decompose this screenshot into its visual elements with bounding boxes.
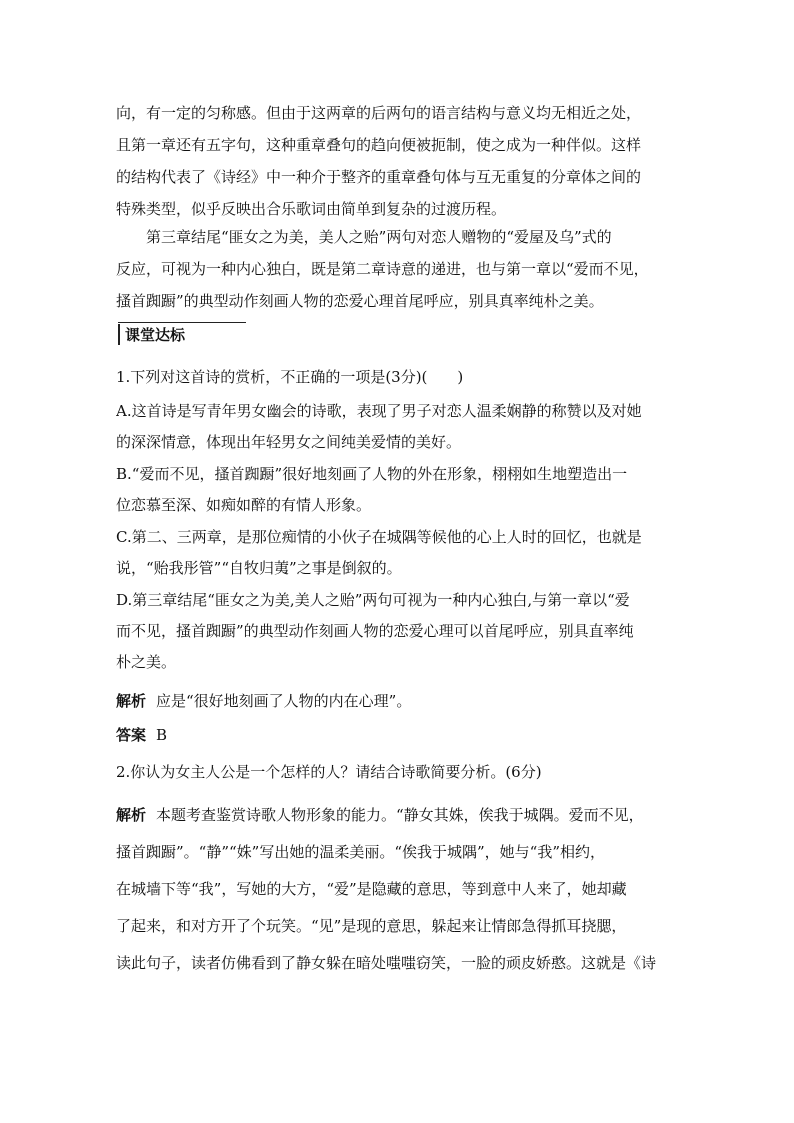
option-line: D.第三章结尾“匪女之为美,美人之贻”两句可视为一种内心独白,与第一章以“爱: [116, 591, 630, 609]
analysis-text: 本题考查鉴赏诗歌人物形象的能力。“静女其姝，俟我于城隅。爱而不见，: [156, 806, 644, 824]
option-d: [116, 585, 682, 678]
option-line: 的深深情意，体现出年轻男女之间纯美爱情的美好。: [116, 433, 462, 451]
q1-analysis: [116, 684, 682, 718]
question-stem: 2.你认为女主人公是一个怎样的人？请结合诗歌简要分析。(6分): [116, 763, 542, 781]
question-1: [116, 362, 682, 393]
third-chapter-paragraph: [116, 221, 682, 317]
option-line: C.第二、三两章，是那位痴情的小伙子在城隅等候他的心上人时的回忆，也就是: [116, 528, 642, 546]
option-b: [116, 459, 682, 521]
analysis-line: 搔首踟蹰”。“静”“姝”写出她的温柔美丽。“俟我于城隅”，她与“我”相约，: [116, 843, 606, 861]
answer-text: B: [156, 726, 168, 744]
text-line: 向，有一定的匀称感。但由于这两章的后两句的语言结构与意义均无相近之处，: [116, 104, 642, 122]
section-bar: [118, 324, 120, 345]
text-line: 且第一章还有五字句，这种重章叠句的趋向便被扼制，使之成为一种伴似。这样: [116, 136, 642, 154]
text-line: 的结构代表了《诗经》中一种介于整齐的重章叠句体与互无重复的分章体之间的: [116, 168, 642, 186]
q2-analysis: [116, 797, 682, 982]
question-2: [116, 755, 682, 789]
text-line: 特殊类型，似乎反映出合乐歌词由简单到复杂的过渡历程。: [116, 200, 507, 218]
text-line: 反应，可视为一种内心独白，既是第二章诗意的递进，也与第一章以“爱而不见，: [116, 260, 649, 278]
option-line: 而不见，搔首踟蹰”的典型动作刻画人物的恋爱心理可以首尾呼应，别具直率纯: [116, 622, 634, 640]
analysis-label: 解析: [116, 692, 147, 710]
intro-paragraph: [116, 97, 682, 225]
section-title: 课堂达标: [125, 326, 186, 344]
option-line: 位恋慕至深、如痴如醉的有情人形象。: [116, 496, 372, 514]
analysis-text: 应是“很好地刻画了人物的内在心理”。: [156, 692, 412, 710]
text-line: 第三章结尾“匪女之为美，美人之贻”两句对恋人赠物的“爱屋及乌”式的: [116, 228, 612, 246]
option-a: [116, 396, 682, 458]
option-line: B.“爱而不见，搔首踟蹰”很好地刻画了人物的外在形象，栩栩如生地塑造出一: [116, 465, 628, 483]
q1-answer: [116, 718, 682, 752]
analysis-label: 解析: [116, 806, 147, 824]
section-heading: [118, 322, 246, 346]
option-line: 说，“贻我彤管”“自牧归荑”之事是倒叙的。: [116, 559, 402, 577]
text-line: 搔首踟蹰”的典型动作刻画人物的恋爱心理首尾呼应，别具真率纯朴之美。: [116, 292, 604, 310]
analysis-line: 在城墙下等“我”，写她的大方，“爱”是隐藏的意思，等到意中人来了，她却藏: [116, 880, 627, 898]
analysis-line: 读此句子，读者仿佛看到了静女躲在暗处嗤嗤窃笑，一脸的顽皮娇憨。这就是《诗: [116, 954, 657, 972]
analysis-line: 了起来，和对方开了个玩笑。“见”是现的意思，躲起来让情郎急得抓耳挠腮，: [116, 917, 627, 935]
option-c: [116, 522, 682, 584]
question-stem: 1.下列对这首诗的赏析，不正确的一项是(3分)( ): [116, 368, 464, 386]
answer-label: 答案: [116, 726, 147, 744]
option-line: A.这首诗是写青年男女幽会的诗歌，表现了男子对恋人温柔娴静的称赞以及对她: [116, 402, 642, 420]
option-line: 朴之美。: [116, 653, 177, 671]
